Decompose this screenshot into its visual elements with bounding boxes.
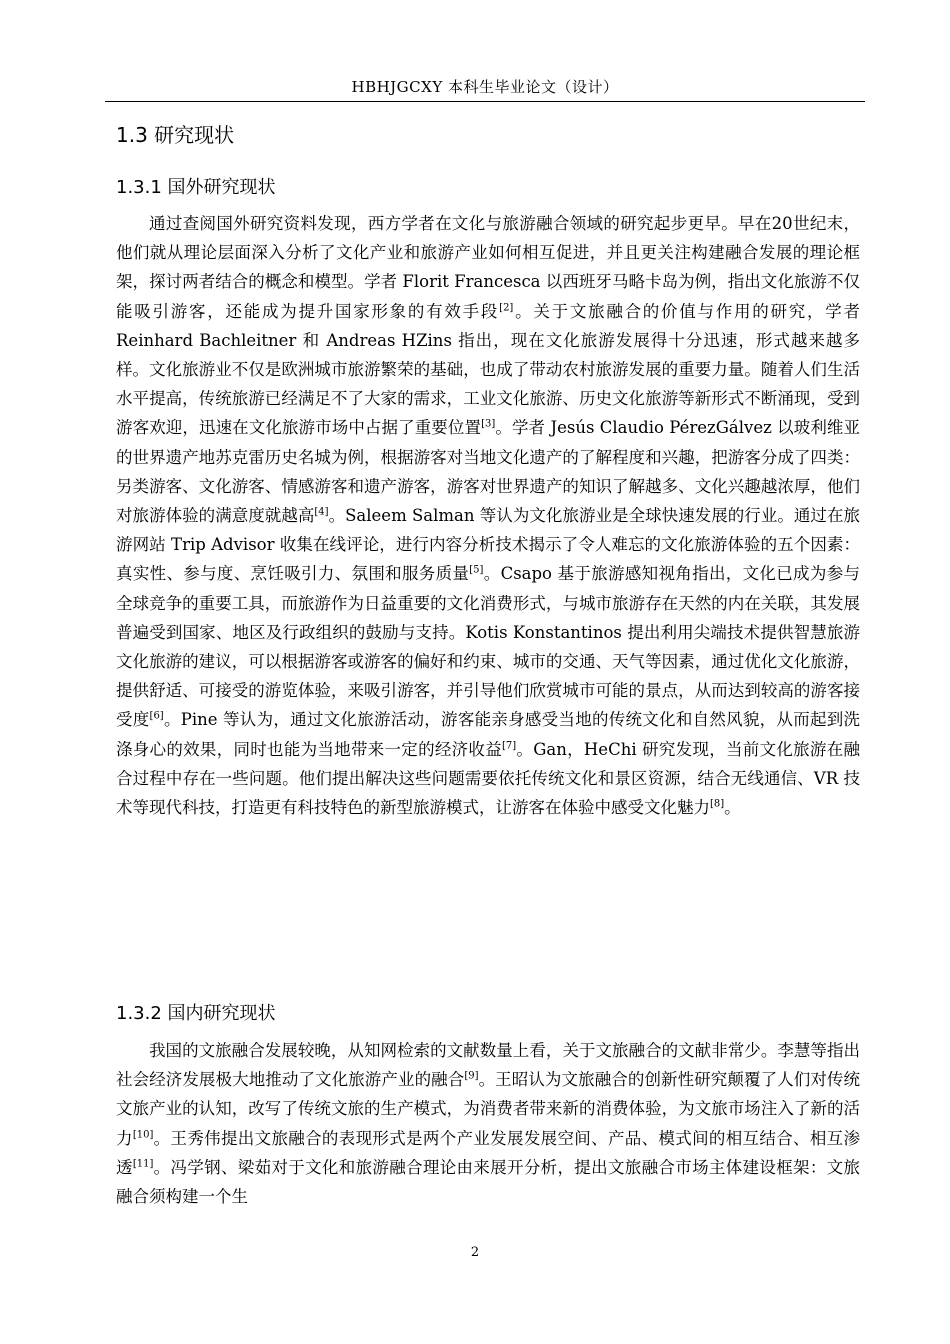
subsection-heading-domestic: 1.3.2 国内研究现状 — [116, 1003, 276, 1024]
text-run: 。Pine 等认为，通过文化旅游活动，游客能亲身感受当地的传统文化和自然风貌，从而起到洗涤身心的效果，同时也能为当地带来一定的经济收益 — [116, 710, 861, 759]
citation-ref: [8] — [710, 798, 725, 810]
citation-ref: [9] — [464, 1070, 479, 1082]
text-run: 。Gan，HeChi 研究发现，当前文化旅游在融合过程中存在一些问题。他们提出解决这些问题需要依托传统文化和景区资源，结合无线通信、VR 技术等现代科技，打造更有科技特色的新型旅游模式，让游客在体验中感受文化魅力 — [116, 739, 860, 818]
text-run: 。Saleem Salman 等认为文化旅游业是全球快速发展的行业。通过在旅游网站 Trip Advisor 收集在线评论，进行内容分析技术揭示了令人难忘的文化旅游体验的五个因素：真实性、参与度、烹饪吸引力、氛围和服务质量 — [116, 506, 860, 584]
text-run: 。王昭认为文旅融合的创新性研究颠覆了人们对传统文旅产业的认知，改写了传统文旅的生产模式，为消费者带来新的消费体验，为文旅市场注入了新的活力 — [116, 1070, 861, 1148]
text-run: 。学者 Jesús Claudio PérezGálvez 以玻利维亚的世界遗产地苏克雷历史名城为例，根据游客对当地文化遗产的了解程度和兴趣，把游客分成了四类：另类游客、文化游客、情感游客和遗产游客，游客对世界遗产的知识了解越多、文化兴趣越浓厚，他们对旅游体验的满意度就越高 — [116, 418, 861, 526]
text-run: 通过查阅国外研究资料发现，西方学者在文化与旅游融合领域的研究起步更早。早在20世纪末，他们就从理论层面深入分析了文化产业和旅游产业如何相互促进，并且更关注构建融合发展的理论框架，探讨两者结合的概念和模型。学者 Florit Francesca 以西班牙马略卡岛为例，指出文化旅游不仅能吸引游客，还能成为提升国家形象的有效手段 — [116, 214, 860, 321]
header-rule — [105, 101, 865, 102]
citation-ref: [6] — [149, 710, 164, 722]
text-run: 。冯学钢、梁茹对于文化和旅游融合理论由来展开分析，提出文旅融合市场主体建设框架：文旅融合须构建一个生 — [116, 1157, 861, 1207]
citation-ref: [4] — [314, 506, 329, 518]
citation-ref: [7] — [501, 740, 517, 752]
text-run: 。关于文旅融合的价值与作用的研究，学者 Reinhard Bachleitner 和 Andreas HZins 指出，现在文化旅游发展得十分迅速，形式越来越多样。文化旅游业不仅是欧洲城市旅游繁荣的基础，也成了带动农村旅游发展的重要力量。随着人们生活水平提高，传统旅游已经满足不了大家的需求，工业文化旅游、历史文化旅游等新形式不断涌现，受到游客欢迎，迅速在文化旅游市场中占据了重要位置 — [116, 301, 861, 438]
text-run: 我国的文旅融合发展较晚，从知网检索的文献数量上看，关于文旅融合的文献非常少。李慧等指出社会经济发展极大地推动了文化旅游产业的融合 — [116, 1041, 860, 1090]
citation-ref: [5] — [469, 564, 484, 576]
paragraph-domestic-research — [116, 1036, 860, 1211]
text-run: 。王秀伟提出文旅融合的表现形式是两个产业发展发展空间、产品、模式间的相互结合、相互渗透 — [116, 1128, 861, 1177]
citation-ref: [10] — [132, 1129, 154, 1141]
text-run: 。 — [724, 798, 741, 818]
text-run: 。Csapo 基于旅游感知视角指出，文化已成为参与全球竞争的重要工具，而旅游作为日益重要的文化消费形式，与城市旅游存在天然的内在关联，其发展普遍受到国家、地区及行政组织的鼓励与支持。Kotis Konstantinos 提出利用尖端技术提供智慧旅游文化旅游的建议，可以根据游客或游客的偏好和约束、城市的交通、天气等因素，通过优化文化旅游，提供舒适、可接受的游览体验，来吸引游客，并引导他们欣赏城市可能的景点，从而达到较高的游客接受度 — [116, 564, 861, 730]
paragraph-foreign-research — [116, 209, 860, 822]
citation-ref: [11] — [132, 1158, 154, 1170]
running-header: HBHJGCXY 本科生毕业论文（设计） — [351, 78, 619, 96]
subsection-heading-foreign: 1.3.1 国外研究现状 — [116, 177, 276, 198]
citation-ref: [3] — [481, 418, 496, 430]
page-number: 2 — [470, 1245, 480, 1260]
citation-ref: [2] — [499, 302, 514, 314]
section-heading: 1.3 研究现状 — [116, 123, 235, 147]
